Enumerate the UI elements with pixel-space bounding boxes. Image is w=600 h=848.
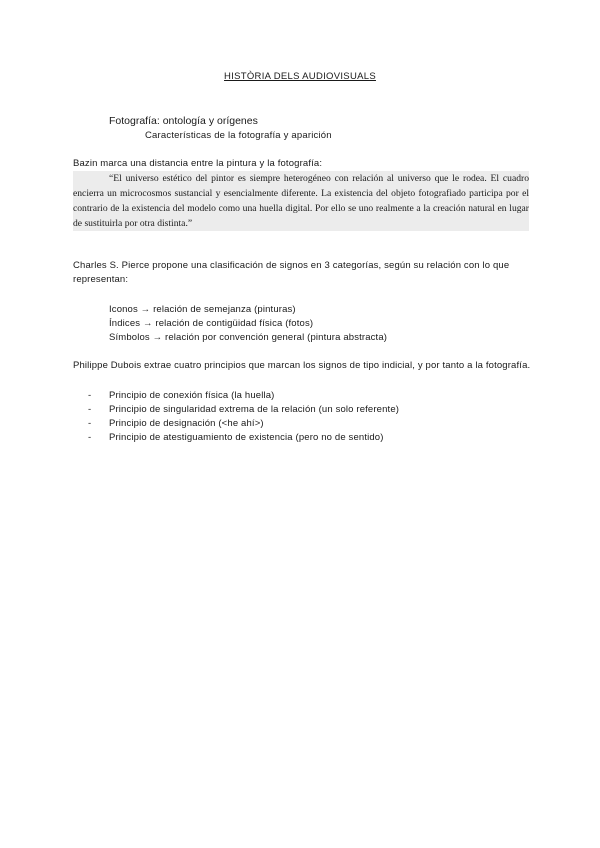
- bullet-dash: -: [88, 418, 92, 429]
- dubois-intro: Philippe Dubois extrae cuatro principios que marcan los signos de tipo indicial, y por tanto a la fotografía.: [73, 360, 531, 371]
- list-item: [88, 403, 399, 417]
- list-item: [88, 389, 399, 403]
- list-item: [88, 431, 399, 445]
- list-item: Iconos → relación de semejanza (pinturas): [109, 304, 296, 315]
- list-item: Símbolos → relación por convención general (pintura abstracta): [109, 332, 388, 343]
- bullet-dash: -: [88, 432, 92, 443]
- list-item: Índices → relación de contigüidad física (fotos): [109, 318, 314, 329]
- document-title: HISTÒRIA DELS AUDIOVISUALS: [224, 71, 376, 82]
- list-item-text: Principio de conexión física (la huella): [109, 390, 275, 401]
- bazin-quote: “El universo estético del pintor es siempre heterogéneo con relación al universo que le rodea. El cuadro encierra un microcosmos sustancial y esencialmente diferente. La existencia del objeto fotografiado participa por el contrario de la existencia del modelo como una huella digital. Por ello se uno realmente a la creación natural en lugar de sustituirla por otra distinta.”: [73, 173, 529, 229]
- list-item: [88, 417, 399, 431]
- principles-list: [88, 389, 399, 445]
- list-item-text: Principio de singularidad extrema de la relación (un solo referente): [109, 404, 400, 415]
- list-item-text: Principio de atestiguamiento de existencia (pero no de sentido): [109, 432, 384, 443]
- signs-list: [109, 303, 387, 345]
- section-subheading: Características de la fotografía y aparición: [145, 130, 332, 141]
- bazin-intro: Bazin marca una distancia entre la pintura y la fotografía:: [73, 158, 323, 169]
- bullet-dash: -: [88, 390, 92, 401]
- bullet-dash: -: [88, 404, 92, 415]
- pierce-intro: Charles S. Pierce propone una clasificación de signos en 3 categorías, según su relación con lo que representan:: [73, 260, 510, 285]
- section-heading: Fotografía: ontología y orígenes: [109, 115, 258, 127]
- list-item-text: Principio de designación (<he ahí>): [109, 418, 264, 429]
